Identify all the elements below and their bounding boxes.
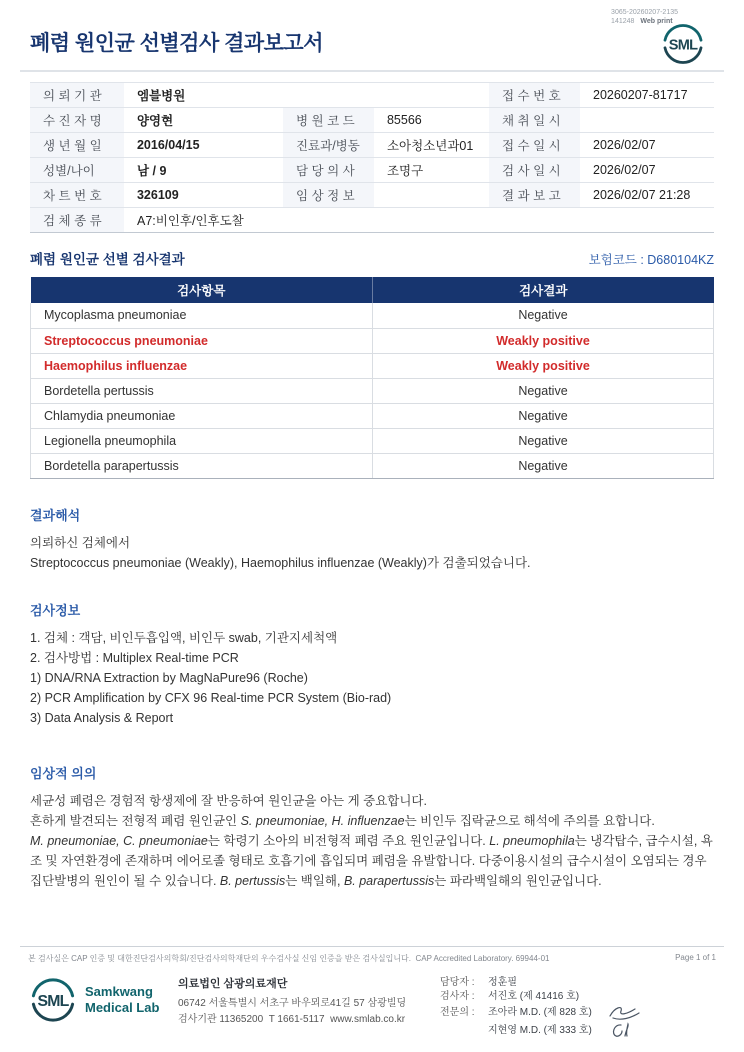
chart-no-value: 326109 <box>124 183 283 208</box>
sex-age-label: 성별/나이 <box>30 158 124 183</box>
clinical-info-label: 임 상 정 보 <box>283 183 374 208</box>
hospital-code-label: 병 원 코 드 <box>283 108 374 133</box>
hospital-code-value: 85566 <box>374 108 489 133</box>
personnel-list <box>440 975 716 1040</box>
disclaimer-row <box>28 953 716 964</box>
birth-date-label: 생 년 월 일 <box>30 133 124 158</box>
test-info-line: 1) DNA/RNA Extraction by MagNaPure96 (Roche) <box>30 670 308 685</box>
person-role-label: 전문의 : <box>440 1007 475 1018</box>
result-row <box>31 378 714 403</box>
patient-row <box>30 108 714 133</box>
person-name: 서진호 (제 41416 호) <box>488 991 580 1002</box>
clinical-paragraph: 세균성 폐렴은 경험적 항생제에 잘 반응하여 원인균을 아는 게 중요합니다. <box>30 793 427 808</box>
clinical-paragraph: M. pneumoniae, C. pneumoniae는 학령기 소아의 비전형적 폐렴 주요 원인균입니다. L. pneumophila는 냉각탑수, 급수시설, 욕조 및 자연환경에 존재하며 에어로졸 형태로 호흡기에 흡입되며 폐렴을 유발합니다. 다중이용시설의 급수시설이 오염되는 경우 집단발병의 원인이 될 수 있습니다. B. pertussis는 백일해, B. parapertussis는 파라백일해의 원인균입니다. <box>30 833 713 888</box>
result-row <box>31 353 714 378</box>
footer-divider <box>20 946 724 947</box>
dept-value: 소아청소년과01 <box>374 133 489 158</box>
test-info-section <box>30 600 714 728</box>
test-item: Legionella pneumophila <box>31 428 373 453</box>
sex-age-value: 남 / 9 <box>124 158 283 183</box>
doctor-label: 담 당 의 사 <box>283 158 374 183</box>
test-result: Weakly positive <box>373 328 714 353</box>
test-result: Negative <box>373 378 714 403</box>
test-result: Weakly positive <box>373 353 714 378</box>
results-section-head <box>30 248 714 268</box>
specimen-value: A7:비인후/인후도찰 <box>124 208 714 233</box>
logo-text: SML <box>37 992 69 1010</box>
patient-name-value: 양영현 <box>124 108 283 133</box>
test-item: Mycoplasma pneumoniae <box>31 303 373 328</box>
person-row <box>440 990 716 1004</box>
report-dt-value: 2026/02/07 21:28 <box>580 183 714 208</box>
web-print-label: Web print <box>640 18 673 25</box>
result-row <box>31 303 714 328</box>
test-item: Streptococcus pneumoniae <box>31 328 373 353</box>
test-info-line: 2) PCR Amplification by CFX 96 Real-time PCR System (Bio-rad) <box>30 690 392 705</box>
specimen-label: 검 체 종 류 <box>30 208 124 233</box>
result-row <box>31 328 714 353</box>
receipt-dt-label: 접 수 일 시 <box>489 133 580 158</box>
person-name: 조아라 M.D. (제 828 호) <box>488 1007 592 1018</box>
lab-name <box>85 984 159 1016</box>
insurance-code: 보험코드 : D680104KZ <box>588 253 714 267</box>
lab-name-line: Samkwang <box>85 984 153 999</box>
doctor-value: 조명구 <box>374 158 489 183</box>
requesting-org-label: 의 뢰 기 관 <box>30 83 124 108</box>
patient-row <box>30 183 714 208</box>
report-header <box>20 0 724 72</box>
test-result: Negative <box>373 453 714 478</box>
footer-logo <box>28 975 178 1025</box>
lab-name-line: Medical Lab <box>85 1000 160 1015</box>
page-indicator: Page 1 of 1 <box>675 953 716 962</box>
report-footer <box>0 946 744 1052</box>
requesting-org-value: 엠블병원 <box>124 83 489 108</box>
org-address: 06742 서울특별시 서초구 바우뫼로41길 57 삼광빌딩 <box>178 998 407 1009</box>
patient-info-table <box>30 82 714 233</box>
org-contact: 검사기관 11365200 T 1661-5117 www.smlab.co.kr <box>178 1014 406 1025</box>
patient-name-label: 수 진 자 명 <box>30 108 124 133</box>
test-item: Bordetella parapertussis <box>31 453 373 478</box>
results-header-result: 검사결과 <box>373 277 714 303</box>
clinical-paragraph: 흔하게 발견되는 전형적 폐렴 원인균인 S. pneumoniae, H. influenzae는 비인두 집락균으로 해석에 주의를 요합니다. <box>30 813 655 828</box>
sml-logo-icon <box>28 975 78 1025</box>
test-result: Negative <box>373 303 714 328</box>
person-name: 지현영 M.D. (제 333 호) <box>488 1025 592 1036</box>
collection-dt-value <box>580 108 714 133</box>
collection-dt-label: 채 취 일 시 <box>489 108 580 133</box>
test-result: Negative <box>373 428 714 453</box>
patient-row <box>30 133 714 158</box>
clinical-info-value <box>374 183 489 208</box>
interpretation-line: Streptococcus pneumoniae (Weakly), Haemophilus influenzae (Weakly)가 검출되었습니다. <box>30 555 531 570</box>
results-table <box>30 277 714 479</box>
footer-main <box>28 975 716 1040</box>
test-item: Haemophilus influenzae <box>31 353 373 378</box>
receipt-dt-value: 2026/02/07 <box>580 133 714 158</box>
result-row <box>31 428 714 453</box>
patient-row <box>30 208 714 233</box>
dept-label: 진료과/병동 <box>283 133 374 158</box>
patient-row <box>30 83 714 108</box>
results-header-item: 검사항목 <box>31 277 373 303</box>
print-id: 141248 <box>611 18 635 25</box>
doc-number: 3065-20260207-2135 <box>611 9 678 16</box>
receipt-no-label: 접 수 번 호 <box>489 83 580 108</box>
test-info-line: 2. 검사방법 : Multiplex Real-time PCR <box>30 650 239 665</box>
person-role-label: 담당자 : <box>440 977 475 988</box>
person-row <box>440 1022 716 1040</box>
clinical-title: 임상적 의의 <box>30 765 97 781</box>
test-item: Bordetella pertussis <box>31 378 373 403</box>
interpretation-title: 결과해석 <box>30 507 81 523</box>
result-row <box>31 403 714 428</box>
interpretation-section <box>30 505 714 573</box>
results-table-body <box>31 303 714 478</box>
receipt-no-value: 20260207-81717 <box>580 83 714 108</box>
results-section-title: 폐렴 원인균 선별 검사결과 <box>30 252 185 267</box>
test-info-title: 검사정보 <box>30 602 81 618</box>
patient-row <box>30 158 714 183</box>
test-dt-label: 검 사 일 시 <box>489 158 580 183</box>
signature-mark-icon <box>608 1022 642 1040</box>
accreditation-text: 본 검사실은 CAP 인증 및 대한진단검사의학회/진단검사의학재단의 우수검사실 신임 인증을 받은 검사실입니다. CAP Accredited Laboratory. 69944-01 <box>28 954 550 963</box>
report-dt-label: 결 과 보 고 <box>489 183 580 208</box>
interpretation-line: 의뢰하신 검체에서 <box>30 535 131 550</box>
logo-text: SML <box>668 37 698 54</box>
person-row <box>440 976 716 990</box>
test-dt-value: 2026/02/07 <box>580 158 714 183</box>
result-row <box>31 453 714 478</box>
results-header-row <box>31 277 714 303</box>
test-info-line: 1. 검체 : 객담, 비인두흡입액, 비인두 swab, 기관지세척액 <box>30 630 338 645</box>
person-name: 정훈필 <box>488 977 517 988</box>
test-result: Negative <box>373 403 714 428</box>
person-role-label: 검사자 : <box>440 991 475 1002</box>
signature-mark-icon <box>608 1004 642 1022</box>
test-info-line: 3) Data Analysis & Report <box>30 710 174 725</box>
test-item: Chlamydia pneumoniae <box>31 403 373 428</box>
sml-logo-icon <box>660 21 706 67</box>
company-info <box>178 975 440 1026</box>
chart-no-label: 차 트 번 호 <box>30 183 124 208</box>
person-row <box>440 1004 716 1022</box>
page-title: 폐렴 원인균 선별검사 결과보고서 <box>30 32 324 55</box>
clinical-section <box>30 763 714 891</box>
org-name: 의료법인 삼광의료재단 <box>178 978 288 990</box>
birth-date-value: 2016/04/15 <box>124 133 283 158</box>
